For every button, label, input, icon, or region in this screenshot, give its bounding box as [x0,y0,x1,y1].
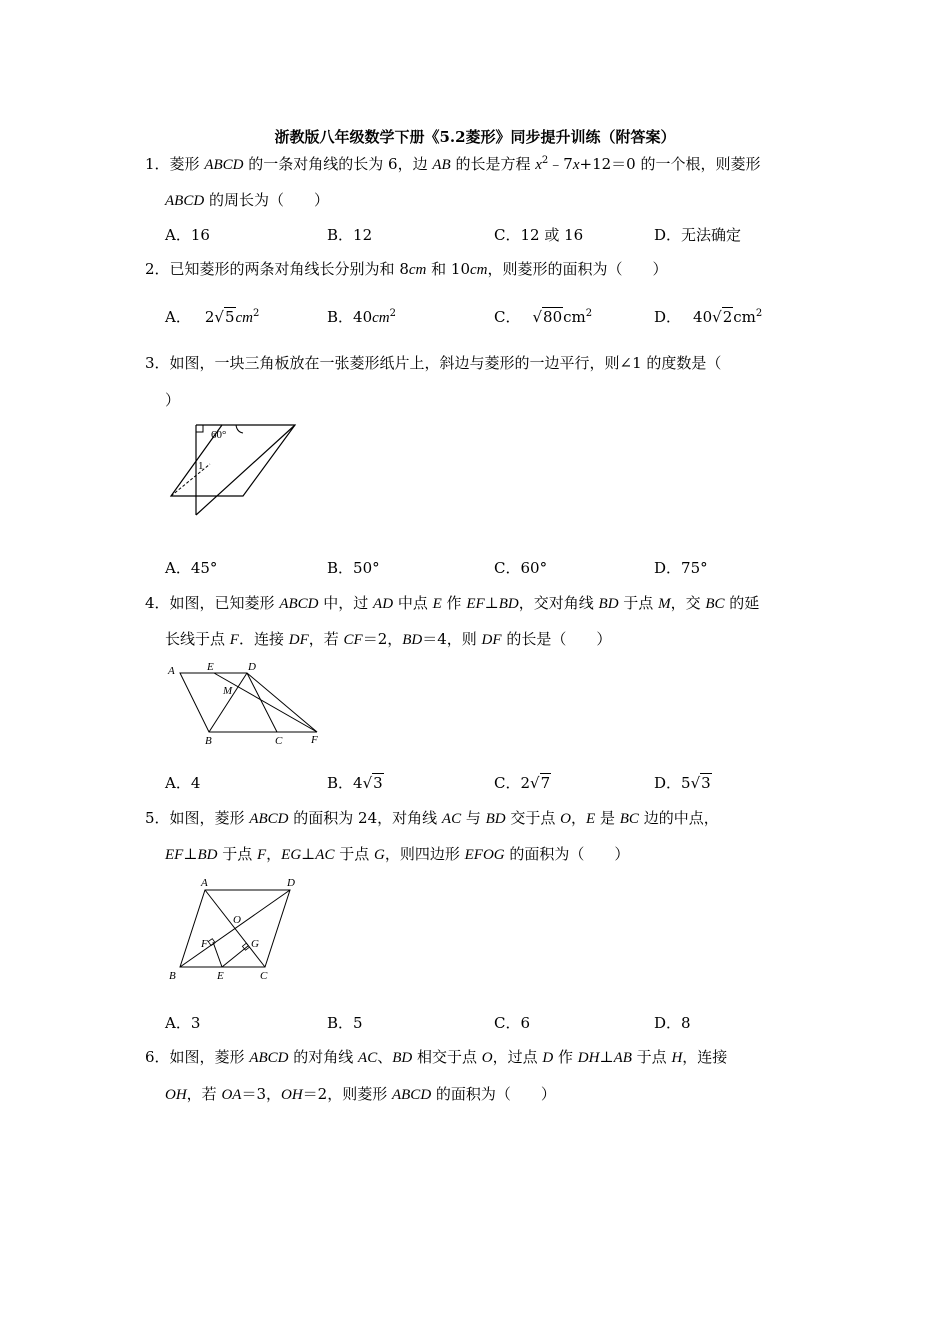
question-6-line-1: 6．如图，菱形 ABCD 的对角线 AC、BD 相交于点 O，过点 D 作 DH⊥AB 于点 H，连接 [145,1048,728,1066]
q1-option-a: A．16 [165,226,210,244]
angle-1-label: 1 [198,460,204,472]
q5-option-d: D．8 [654,1014,691,1032]
q2-option-b: B．$40cm^2$ [327,308,396,326]
q5-option-c: C．6 [494,1014,531,1032]
point-d-label: D [287,877,295,889]
q2-option-c: C． $√80cm^2$ [494,308,593,326]
q5-option-a: A．3 [165,1014,201,1032]
point-a-label: A [201,877,208,889]
point-f-label: F [201,938,208,950]
point-g-label: G [251,938,259,950]
point-d-label: D [248,661,256,673]
q1-option-b: B．12 [327,226,373,244]
q2-option-a: A． $2√5cm^2$ [165,308,260,326]
point-m-label: M [223,685,233,697]
point-b-label: B [169,970,176,982]
point-b-label: B [205,735,212,747]
question-2-line-1: 2．已知菱形的两条对角线长分别为和 8cm 和 10cm，则菱形的面积为（ ） [145,260,668,278]
q5-option-b: B．5 [327,1014,363,1032]
question-3-line-2: ） [165,391,181,409]
question-5-line-2: EF⊥BD 于点 F，EG⊥AC 于点 G，则四边形 EFOG 的面积为（ ） [165,845,630,863]
q3-option-c: C．60° [494,559,548,577]
question-3-line-1: 3．如图，一块三角板放在一张菱形纸片上，斜边与菱形的一边平行，则∠1 的度数是（ [145,354,722,372]
q4-option-d: D．5√3 [654,774,711,792]
question-6-line-2: OH，若 OA＝3，OH＝2，则菱形 ABCD 的面积为（ ） [165,1085,556,1103]
q3-option-a: A．45° [165,559,218,577]
q4-option-b: B．4√3 [327,774,383,792]
point-o-label: O [233,914,241,926]
question-1-line-2: ABCD 的周长为（ ） [165,191,329,209]
point-e-label: E [217,970,224,982]
q2-option-d: D． $40√2cm^2$ [654,308,763,326]
point-c-label: C [275,735,283,747]
point-c-label: C [260,970,268,982]
q3-option-b: B．50° [327,559,380,577]
page-title: 浙教版八年级数学下册《5.2菱形》同步提升训练（附答案） [274,128,676,146]
q3-option-d: D．75° [654,559,708,577]
q1-option-c: C．12 或 16 [494,226,584,244]
figure-q3-rhombus-triangle [165,418,305,523]
question-4-line-1: 4．如图，已知菱形 ABCD 中，过 AD 中点 E 作 EF⊥BD，交对角线 BD 于点 M，交 BC 的延 [145,594,760,612]
q1-option-d: D．无法确定 [654,226,742,244]
q4-option-c: C．2√7 [494,774,551,792]
point-a-label: A [168,665,175,677]
question-1-line-1: 1．菱形 ABCD 的一条对角线的长为 6，边 AB 的长是方程 $x^2﹣7x+12=0$ 的一个根，则菱形 [145,155,761,173]
point-e-label: E [207,661,214,673]
point-f-label: F [311,734,318,746]
figure-q5-rhombus [165,872,315,987]
angle-60-label: 60° [211,429,227,441]
question-4-line-2: 长线于点 F．连接 DF，若 CF＝2，BD＝4，则 DF 的长是（ ） [165,630,612,648]
question-5-line-1: 5．如图，菱形 ABCD 的面积为 24，对角线 AC 与 BD 交于点 O，E 是 BC 边的中点， [145,809,719,827]
q4-option-a: A．4 [165,774,201,792]
figure-q4-rhombus [165,660,325,750]
